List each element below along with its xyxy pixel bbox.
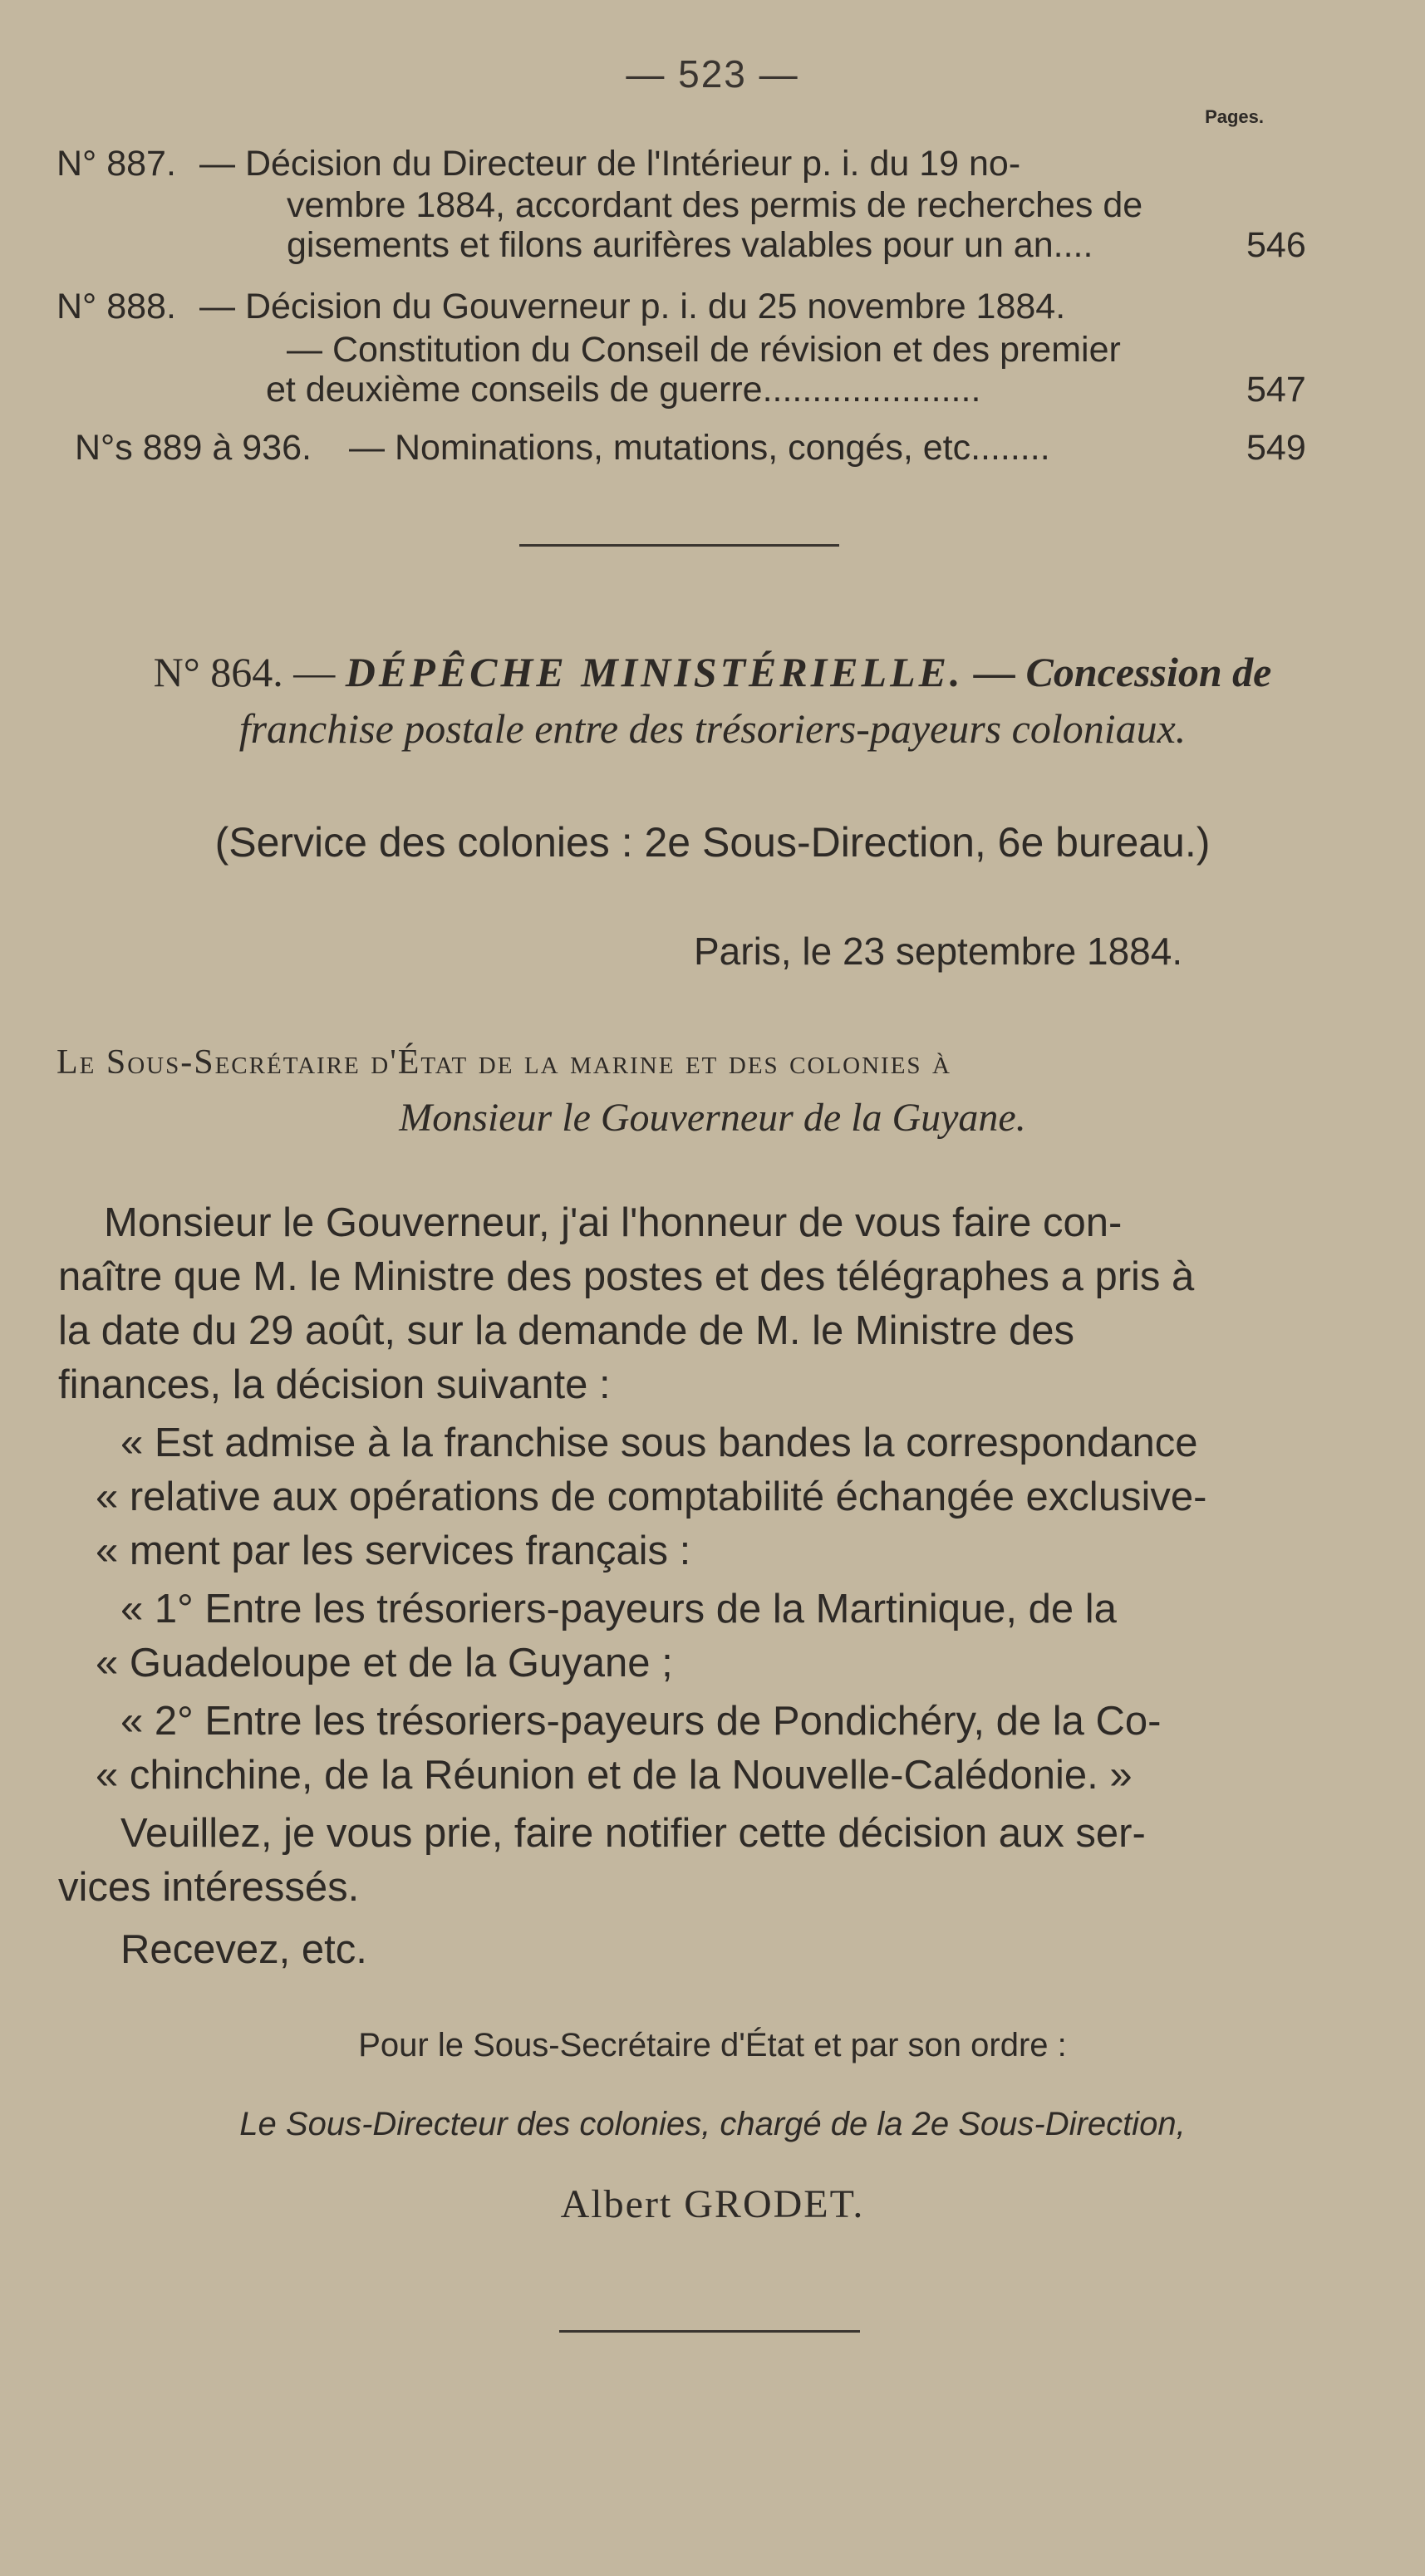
- dispatch-subject: [0, 700, 1425, 757]
- dispatch-number: N° 864. —: [153, 649, 336, 695]
- body-line: « ment par les services français :: [96, 1528, 691, 1573]
- signature-authority: Pour le Sous-Secrétaire d'État et par son ordre :: [358, 2027, 1067, 2063]
- signature-title: Le Sous-Directeur des colonies, chargé de la 2e Sous-Direction,: [239, 2106, 1186, 2142]
- toc-entry-line: vembre 1884, accordant des permis de recherches de: [287, 185, 1143, 225]
- toc-entry-num: N°s 889 à 936.: [75, 428, 312, 468]
- signatory-name: Albert GRODET.: [560, 2182, 865, 2226]
- toc-entry-num: N° 887.: [57, 144, 176, 184]
- toc-entry-line: — Nominations, mutations, congés, etc........: [349, 428, 1050, 468]
- toc-entry-line: — Décision du Gouverneur p. i. du 25 novembre 1884.: [199, 287, 1066, 326]
- toc-entry-num: N° 888.: [57, 287, 176, 326]
- toc-entry-line: gisements et filons aurifères valables pour un an....: [287, 225, 1093, 265]
- address-from: Le Sous-Secrétaire d'État de la marine et des colonies à: [57, 1043, 951, 1082]
- body-line: « 2° Entre les trésoriers-payeurs de Pondichéry, de la Co-: [120, 1699, 1162, 1744]
- toc-entry-page: 547: [1246, 370, 1306, 410]
- address-to: Monsieur le Gouverneur de la Guyane.: [399, 1096, 1026, 1140]
- body-line: Veuillez, je vous prie, faire notifier cette décision aux ser-: [120, 1811, 1146, 1856]
- body-line: finances, la décision suivante :: [58, 1362, 611, 1407]
- toc-entry-line: — Décision du Directeur de l'Intérieur p. i. du 19 no-: [199, 144, 1021, 184]
- dispatch-type: DÉPÊCHE MINISTÉRIELLE.: [345, 649, 964, 695]
- body-line: la date du 29 août, sur la demande de M. le Ministre des: [58, 1308, 1074, 1353]
- body-line: naître que M. le Ministre des postes et des télégraphes a pris à: [58, 1254, 1195, 1299]
- divider-rule: [559, 2330, 860, 2333]
- body-line: vices intéressés.: [58, 1865, 360, 1910]
- toc-entry-line: et deuxième conseils de guerre......................: [266, 370, 981, 410]
- body-line: « relative aux opérations de comptabilité échangée exclusive-: [96, 1474, 1207, 1519]
- service-line: (Service des colonies : 2e Sous-Direction, 6e bureau.): [214, 819, 1211, 866]
- toc-entry-line: — Constitution du Conseil de révision et des premier: [287, 330, 1121, 370]
- divider-rule: [519, 544, 839, 547]
- body-line: « chinchine, de la Réunion et de la Nouvelle-Calédonie. »: [96, 1753, 1133, 1798]
- letter-body: [58, 1196, 1321, 1985]
- body-line: « Guadeloupe et de la Guyane ;: [96, 1641, 673, 1685]
- dispatch-subject-line: franchise postale entre des trésoriers-payeurs coloniaux.: [238, 705, 1187, 752]
- body-line: « Est admise à la franchise sous bandes la correspondance: [120, 1420, 1198, 1465]
- body-line: « 1° Entre les trésoriers-payeurs de la Martinique, de la: [120, 1587, 1117, 1631]
- pages-column-label: Pages.: [1205, 106, 1264, 127]
- page-folio: — 523 —: [626, 52, 799, 96]
- dispatch-heading: [0, 644, 1425, 700]
- body-line: Recevez, etc.: [120, 1927, 367, 1972]
- dateline: Paris, le 23 septembre 1884.: [694, 930, 1183, 973]
- dispatch-subject-start: — Concession de: [973, 649, 1272, 695]
- toc-entry-page: 549: [1246, 428, 1306, 468]
- body-line: Monsieur le Gouverneur, j'ai l'honneur de vous faire con-: [104, 1200, 1123, 1245]
- toc-entry-page: 546: [1246, 225, 1306, 265]
